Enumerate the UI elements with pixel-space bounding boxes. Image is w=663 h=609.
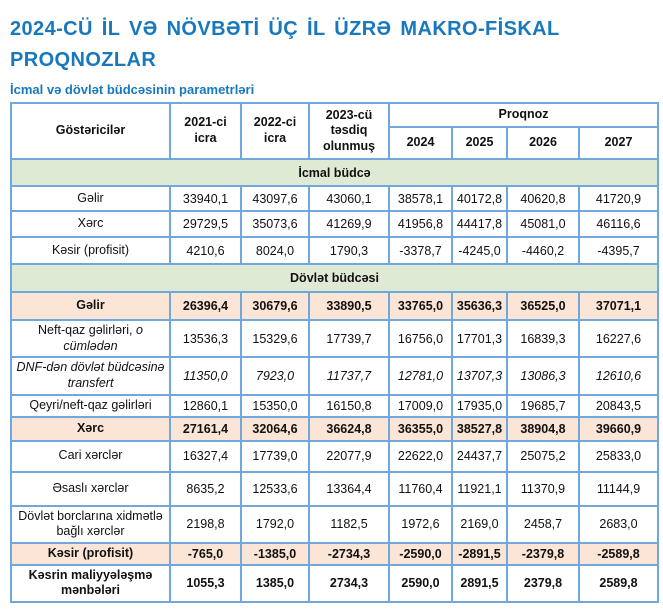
cell-value: 12781,0 (389, 357, 452, 394)
cell-value: 37071,1 (579, 292, 658, 320)
cell-value: 16227,6 (579, 320, 658, 357)
cell-value: 17739,7 (309, 320, 389, 357)
cell-value: 17739,0 (241, 441, 309, 472)
header-proqnoz: Proqnoz (389, 103, 658, 127)
table-row (11, 357, 658, 394)
row-label: Kəsrin maliyyələşmə mənbələri (11, 565, 170, 602)
cell-value: 41269,9 (309, 211, 389, 237)
cell-value: 24437,7 (452, 441, 507, 472)
cell-value: 35636,3 (452, 292, 507, 320)
cell-value: 1182,5 (309, 506, 389, 543)
cell-value: 25075,2 (507, 441, 579, 472)
table-row (11, 543, 658, 565)
cell-value: -4245,0 (452, 237, 507, 264)
cell-value: -765,0 (170, 543, 241, 565)
cell-value: 33890,5 (309, 292, 389, 320)
table-row (11, 472, 658, 506)
page-subtitle: İcmal və dövlət büdcəsinin parametrləri (10, 82, 255, 97)
cell-value: 2169,0 (452, 506, 507, 543)
budget-table (10, 102, 659, 603)
cell-value: 13086,3 (507, 357, 579, 394)
cell-value: -1385,0 (241, 543, 309, 565)
row-label: DNF-dən dövlət büdcəsinə transfert (11, 357, 170, 394)
section-title: Dövlət büdcəsi (11, 264, 658, 292)
row-label: Xərc (11, 211, 170, 237)
section-row (11, 159, 658, 186)
cell-value: 40620,8 (507, 186, 579, 211)
cell-value: 22622,0 (389, 441, 452, 472)
cell-value: 43060,1 (309, 186, 389, 211)
cell-value: 13364,4 (309, 472, 389, 506)
cell-value: 2734,3 (309, 565, 389, 602)
cell-value: 2683,0 (579, 506, 658, 543)
table-row (11, 320, 658, 357)
table-row (11, 565, 658, 602)
row-label: Gəlir (11, 186, 170, 211)
cell-value: 41956,8 (389, 211, 452, 237)
header-indicators: Göstəricilər (11, 103, 170, 159)
row-label: Gəlir (11, 292, 170, 320)
table-row (11, 441, 658, 472)
header-year-2025: 2025 (452, 127, 507, 159)
cell-value: 39660,9 (579, 417, 658, 441)
section-row (11, 264, 658, 292)
cell-value: -2891,5 (452, 543, 507, 565)
cell-value: 11350,0 (170, 357, 241, 394)
row-label: Kəsir (profisit) (11, 237, 170, 264)
cell-value: 8024,0 (241, 237, 309, 264)
cell-value: -3378,7 (389, 237, 452, 264)
cell-value: 17701,3 (452, 320, 507, 357)
cell-value: 25833,0 (579, 441, 658, 472)
header-2022-icra: 2022-ci icra (241, 103, 309, 159)
cell-value: 32064,6 (241, 417, 309, 441)
cell-value: -2590,0 (389, 543, 452, 565)
cell-value: 43097,6 (241, 186, 309, 211)
cell-value: 7923,0 (241, 357, 309, 394)
cell-value: 13707,3 (452, 357, 507, 394)
cell-value: 22077,9 (309, 441, 389, 472)
cell-value: -4460,2 (507, 237, 579, 264)
cell-value: 12533,6 (241, 472, 309, 506)
cell-value: 12860,1 (170, 395, 241, 417)
cell-value: 44417,8 (452, 211, 507, 237)
row-label: Neft-qaz gəlirləri, o cümlədən (11, 320, 170, 357)
cell-value: 38578,1 (389, 186, 452, 211)
page-title: 2024-CÜ İL VƏ NÖVBƏTİ ÜÇ İL ÜZRƏ MAKRO-FİSKAL PROQNOZLAR (10, 18, 560, 71)
header-year-2027: 2027 (579, 127, 658, 159)
cell-value: 2590,0 (389, 565, 452, 602)
row-label: Xərc (11, 417, 170, 441)
header-2023-approved: 2023-cü təsdiq olunmuş (309, 103, 389, 159)
cell-value: -2734,3 (309, 543, 389, 565)
cell-value: 36525,0 (507, 292, 579, 320)
cell-value: 15329,6 (241, 320, 309, 357)
cell-value: -4395,7 (579, 237, 658, 264)
table-row (11, 237, 658, 264)
cell-value: 40172,8 (452, 186, 507, 211)
cell-value: -2589,8 (579, 543, 658, 565)
cell-value: 17009,0 (389, 395, 452, 417)
table-row (11, 186, 658, 211)
section-title: İcmal büdcə (11, 159, 658, 186)
cell-value: 27161,4 (170, 417, 241, 441)
cell-value: 26396,4 (170, 292, 241, 320)
row-label: Əsaslı xərclər (11, 472, 170, 506)
header-year-2024: 2024 (389, 127, 452, 159)
cell-value: 38904,8 (507, 417, 579, 441)
cell-value: 12610,6 (579, 357, 658, 394)
cell-value: 2891,5 (452, 565, 507, 602)
cell-value: 30679,6 (241, 292, 309, 320)
cell-value: 11370,9 (507, 472, 579, 506)
cell-value: 11921,1 (452, 472, 507, 506)
cell-value: 46116,6 (579, 211, 658, 237)
cell-value: 1790,3 (309, 237, 389, 264)
cell-value: 20843,5 (579, 395, 658, 417)
cell-value: 2458,7 (507, 506, 579, 543)
header-2021-icra: 2021-ci icra (170, 103, 241, 159)
row-label: Qeyri/neft-qaz gəlirləri (11, 395, 170, 417)
cell-value: 11760,4 (389, 472, 452, 506)
table-row (11, 292, 658, 320)
cell-value: 19685,7 (507, 395, 579, 417)
cell-value: 38527,8 (452, 417, 507, 441)
cell-value: 16327,4 (170, 441, 241, 472)
cell-value: 16150,8 (309, 395, 389, 417)
cell-value: 33765,0 (389, 292, 452, 320)
table-row (11, 211, 658, 237)
table-body (11, 159, 658, 602)
cell-value: 17935,0 (452, 395, 507, 417)
row-label: Dövlət borclarına xidmətlə bağlı xərclər (11, 506, 170, 543)
header-year-2026: 2026 (507, 127, 579, 159)
cell-value: 1055,3 (170, 565, 241, 602)
cell-value: 2198,8 (170, 506, 241, 543)
cell-value: 41720,9 (579, 186, 658, 211)
row-label: Cari xərclər (11, 441, 170, 472)
cell-value: 1792,0 (241, 506, 309, 543)
cell-value: 11737,7 (309, 357, 389, 394)
header-row-top (11, 103, 658, 127)
cell-value: 16839,3 (507, 320, 579, 357)
table-row (11, 506, 658, 543)
cell-value: 36624,8 (309, 417, 389, 441)
cell-value: 36355,0 (389, 417, 452, 441)
cell-value: 33940,1 (170, 186, 241, 211)
cell-value: 11144,9 (579, 472, 658, 506)
table-header (11, 103, 658, 159)
cell-value: 29729,5 (170, 211, 241, 237)
cell-value: 1972,6 (389, 506, 452, 543)
cell-value: 4210,6 (170, 237, 241, 264)
cell-value: 2589,8 (579, 565, 658, 602)
cell-value: 35073,6 (241, 211, 309, 237)
cell-value: 8635,2 (170, 472, 241, 506)
table-row (11, 417, 658, 441)
cell-value: 45081,0 (507, 211, 579, 237)
cell-value: 2379,8 (507, 565, 579, 602)
cell-value: 13536,3 (170, 320, 241, 357)
table-row (11, 395, 658, 417)
row-label: Kəsir (profisit) (11, 543, 170, 565)
cell-value: 16756,0 (389, 320, 452, 357)
cell-value: 15350,0 (241, 395, 309, 417)
cell-value: 1385,0 (241, 565, 309, 602)
cell-value: -2379,8 (507, 543, 579, 565)
